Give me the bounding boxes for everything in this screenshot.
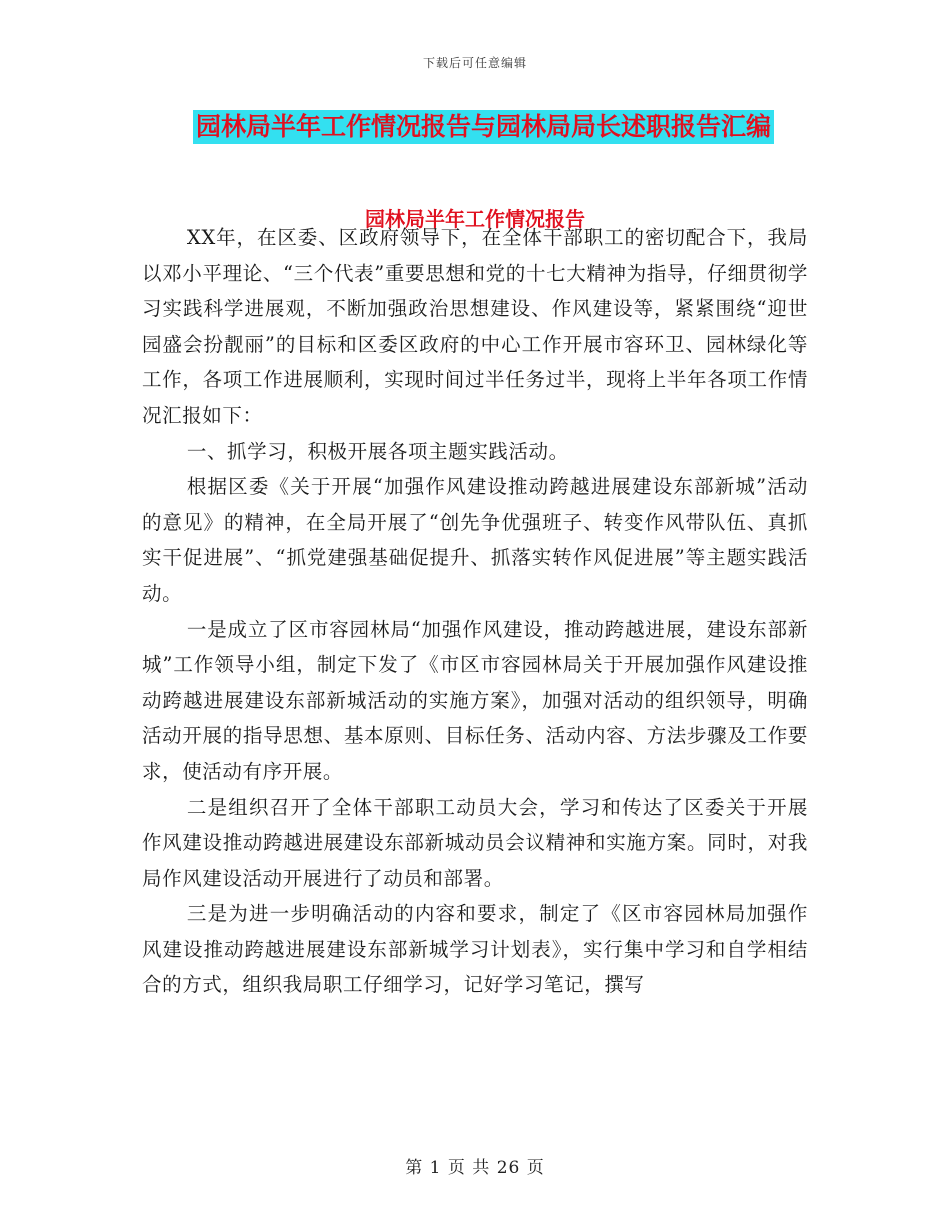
paragraph: 三是为进一步明确活动的内容和要求，制定了《区市容园林局加强作风建设推动跨越进展建设东部新城学习计划表》，实行集中学习和自学相结合的方式，组织我局职工仔细学习，记好学习笔记，撰写	[142, 902, 808, 997]
paragraph: 一是成立了区市容园林局“加强作风建设，推动跨越进展，建设东部新城”工作领导小组，制定下发了《市区市容园林局关于开展加强作风建设推动跨越进展建设东部新城活动的实施方案》，加强对活动的组织领导，明确活动开展的指导思想、基本原则、目标任务、活动内容、方法步骤及工作要求，使活动有序开展。	[142, 617, 808, 783]
body-text	[142, 220, 808, 1003]
paragraph: 二是组织召开了全体干部职工动员大会，学习和传达了区委关于开展作风建设推动跨越进展建设东部新城动员会议精神和实施方案。同时，对我局作风建设活动开展进行了动员和部署。	[142, 795, 808, 890]
header-note: 下载后可任意编辑	[422, 56, 527, 70]
page-number-footer: 第 1 页 共 26 页	[405, 1158, 545, 1178]
sub-title: 园林局半年工作情况报告	[365, 207, 585, 231]
paragraph: 一、抓学习，积极开展各项主题实践活动。	[186, 439, 569, 463]
paragraph: 根据区委《关于开展“加强作风建设推动跨越进展建设东部新城”活动的意见》的精神，在全局开展了“创先争优强班子、转变作风带队伍、真抓实干促进展”、“抓党建强基础促提升、抓落实转作风促进展”等主题实践活动。	[142, 475, 808, 605]
paragraph: XX年，在区委、区政府领导下，在全体干部职工的密切配合下，我局以邓小平理论、“三个代表”重要思想和党的十七大精神为指导，仔细贯彻学习实践科学进展观，不断加强政治思想建设、作风建设等，紧紧围绕“迎世园盛会扮靓丽”的目标和区委区政府的中心工作开展市容环卫、园林绿化等工作，各项工作进展顺利，实现时间过半任务过半，现将上半年各项工作情况汇报如下：	[142, 226, 808, 427]
main-title: 园林局半年工作情况报告与园林局局长述职报告汇编	[193, 110, 774, 144]
